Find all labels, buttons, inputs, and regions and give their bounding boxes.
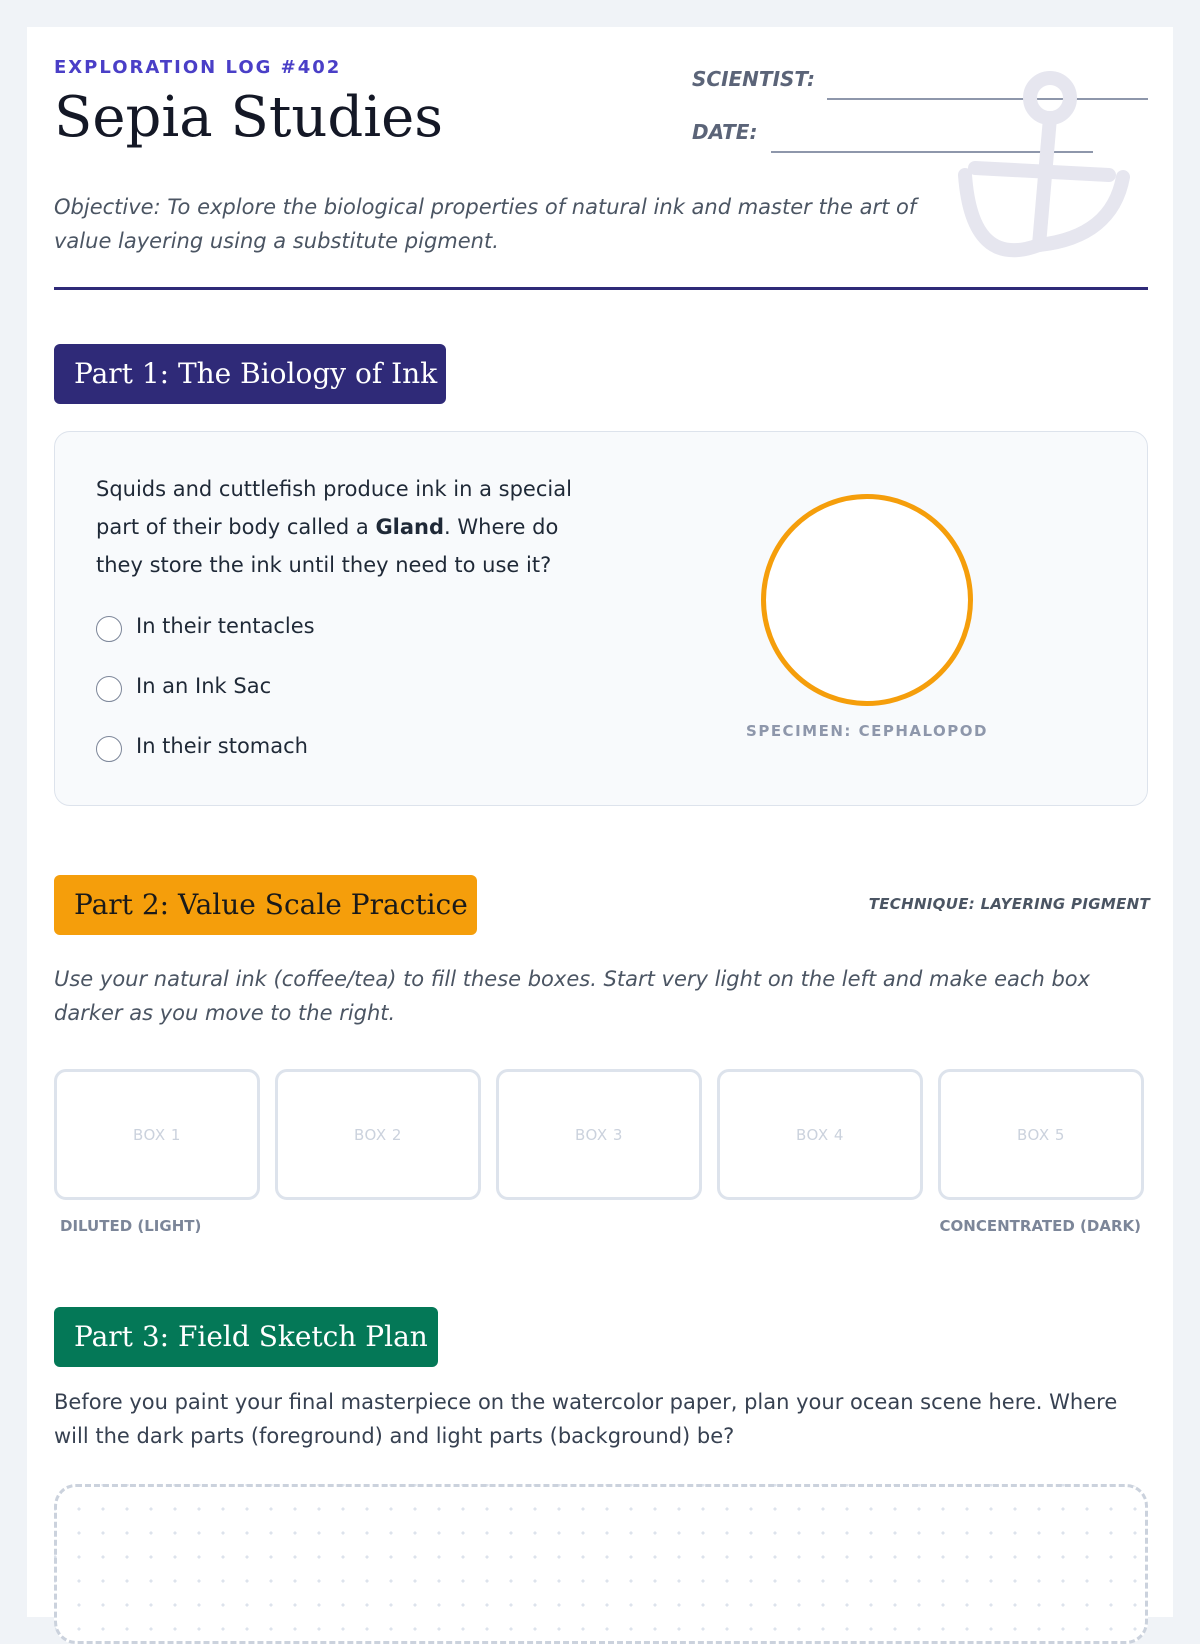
- value-box-label: BOX 2: [354, 1126, 402, 1144]
- scientist-label: SCIENTIST:: [692, 67, 815, 91]
- option-label: In their stomach: [136, 734, 308, 758]
- anchor-icon: [947, 65, 1137, 265]
- value-box[interactable]: [938, 1069, 1144, 1200]
- question-text-start: Squids and cuttlefish produce ink in a special part of their body called a: [96, 477, 572, 539]
- page-title: Sepia Studies: [54, 85, 444, 150]
- biology-question-card: [54, 431, 1148, 806]
- value-box[interactable]: [717, 1069, 923, 1200]
- option-label: In an Ink Sac: [136, 674, 272, 698]
- radio-button[interactable]: [96, 616, 122, 642]
- log-number: EXPLORATION LOG #402: [54, 57, 342, 78]
- value-box[interactable]: [496, 1069, 702, 1200]
- sketch-area[interactable]: [54, 1484, 1148, 1644]
- date-label: DATE:: [692, 120, 758, 144]
- sketch-instruction: Before you paint your final masterpiece on the watercolor paper, plan your ocean scene here. Where will the dark parts (foreground) and light parts (background) be?: [54, 1390, 1118, 1448]
- value-box[interactable]: [54, 1069, 260, 1200]
- value-box-label: BOX 5: [1017, 1126, 1065, 1144]
- value-box-label: BOX 4: [796, 1126, 844, 1144]
- scale-dark-label: CONCENTRATED (DARK): [939, 1217, 1141, 1235]
- value-box-label: BOX 1: [133, 1126, 181, 1144]
- value-box-label: BOX 3: [575, 1126, 623, 1144]
- technique-label: TECHNIQUE: LAYERING PIGMENT: [868, 895, 1150, 913]
- part1-heading: Part 1: The Biology of Ink: [54, 344, 446, 404]
- question-text: [96, 470, 576, 584]
- value-scale-instruction: Use your natural ink (coffee/tea) to fill these boxes. Start very light on the left and make each box darker as you move to the right.: [54, 967, 1091, 1025]
- specimen-label: SPECIMEN: CEPHALOPOD: [746, 722, 988, 740]
- scale-light-label: DILUTED (LIGHT): [60, 1217, 202, 1235]
- objective-text: Objective: To explore the biological properties of natural ink and master the art of value layering using a substitute pigment.: [54, 195, 917, 253]
- question-keyword: Gland: [375, 515, 445, 539]
- part3-heading: Part 3: Field Sketch Plan: [54, 1307, 438, 1367]
- header-divider: [54, 287, 1148, 290]
- radio-button[interactable]: [96, 676, 122, 702]
- part2-heading: Part 2: Value Scale Practice: [54, 875, 477, 935]
- specimen-circle[interactable]: [761, 494, 973, 706]
- radio-button[interactable]: [96, 736, 122, 762]
- worksheet-page: [27, 27, 1173, 1617]
- option-label: In their tentacles: [136, 614, 315, 638]
- question-text-end: . Where do they store the ink until they need to use it?: [96, 515, 559, 577]
- value-box[interactable]: [275, 1069, 481, 1200]
